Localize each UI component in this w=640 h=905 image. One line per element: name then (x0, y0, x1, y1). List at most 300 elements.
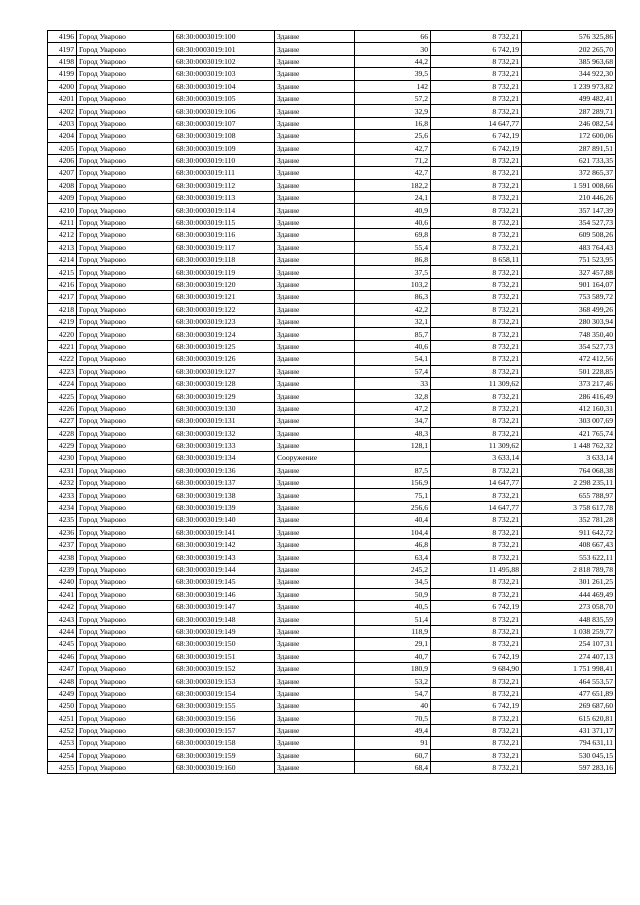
row-number: 4220 (48, 328, 77, 340)
table-row (48, 229, 616, 241)
row-number: 4223 (48, 365, 77, 377)
cadastral-number-cell: 68:30:0003019:117 (174, 241, 275, 253)
area-cell: 245,2 (355, 563, 431, 575)
object-type-cell: Здание (275, 600, 355, 612)
cadastral-number-cell: 68:30:0003019:102 (174, 55, 275, 67)
object-type-cell: Здание (275, 489, 355, 501)
row-number: 4252 (48, 724, 77, 736)
locality-cell: Город Уварово (77, 68, 174, 80)
locality-cell: Город Уварово (77, 167, 174, 179)
cadastral-number-cell: 68:30:0003019:111 (174, 167, 275, 179)
cadastral-value-cell: 477 651,89 (522, 687, 616, 699)
area-cell: 68,4 (355, 762, 431, 774)
cadastral-value-cell: 210 446,26 (522, 192, 616, 204)
unit-value-cell: 8 732,21 (431, 92, 522, 104)
area-cell: 55,4 (355, 241, 431, 253)
locality-cell: Город Уварово (77, 80, 174, 92)
locality-cell: Город Уварово (77, 43, 174, 55)
cadastral-value-cell: 483 764,43 (522, 241, 616, 253)
cadastral-value-cell: 576 325,86 (522, 31, 616, 43)
object-type-cell: Здание (275, 613, 355, 625)
locality-cell: Город Уварово (77, 55, 174, 67)
area-cell: 32,9 (355, 105, 431, 117)
table-row (48, 551, 616, 563)
cadastral-value-cell: 444 469,49 (522, 588, 616, 600)
row-number: 4203 (48, 117, 77, 129)
area-cell: 25,6 (355, 130, 431, 142)
object-type-cell: Здание (275, 241, 355, 253)
table-row (48, 31, 616, 43)
locality-cell: Город Уварово (77, 563, 174, 575)
area-cell: 75,1 (355, 489, 431, 501)
row-number: 4213 (48, 241, 77, 253)
row-number: 4196 (48, 31, 77, 43)
unit-value-cell: 6 742,19 (431, 43, 522, 55)
row-number: 4244 (48, 625, 77, 637)
cadastral-number-cell: 68:30:0003019:131 (174, 415, 275, 427)
locality-cell: Город Уварово (77, 179, 174, 191)
area-cell: 40,6 (355, 216, 431, 228)
locality-cell: Город Уварово (77, 241, 174, 253)
object-type-cell: Здание (275, 353, 355, 365)
row-number: 4235 (48, 514, 77, 526)
cadastral-value-cell: 269 687,60 (522, 700, 616, 712)
table-row (48, 340, 616, 352)
locality-cell: Город Уварово (77, 254, 174, 266)
cadastral-number-cell: 68:30:0003019:138 (174, 489, 275, 501)
object-type-cell: Здание (275, 192, 355, 204)
row-number: 4255 (48, 762, 77, 774)
object-type-cell: Здание (275, 303, 355, 315)
area-cell: 40,6 (355, 340, 431, 352)
cadastral-number-cell: 68:30:0003019:140 (174, 514, 275, 526)
unit-value-cell: 8 732,21 (431, 204, 522, 216)
locality-cell: Город Уварово (77, 452, 174, 464)
table-row (48, 539, 616, 551)
unit-value-cell: 8 732,21 (431, 749, 522, 761)
object-type-cell: Здание (275, 117, 355, 129)
object-type-cell: Здание (275, 105, 355, 117)
area-cell (355, 452, 431, 464)
row-number: 4207 (48, 167, 77, 179)
area-cell: 70,5 (355, 712, 431, 724)
table-row (48, 600, 616, 612)
table-row (48, 92, 616, 104)
cadastral-number-cell: 68:30:0003019:109 (174, 142, 275, 154)
object-type-cell: Здание (275, 92, 355, 104)
table-body (48, 31, 616, 774)
object-type-cell: Здание (275, 68, 355, 80)
locality-cell: Город Уварово (77, 328, 174, 340)
cadastral-number-cell: 68:30:0003019:136 (174, 464, 275, 476)
cadastral-value-cell: 748 350,40 (522, 328, 616, 340)
cadastral-value-cell: 412 160,31 (522, 402, 616, 414)
locality-cell: Город Уварово (77, 142, 174, 154)
locality-cell: Город Уварово (77, 526, 174, 538)
table-row (48, 80, 616, 92)
cadastral-value-cell: 1 239 973,82 (522, 80, 616, 92)
unit-value-cell: 8 732,21 (431, 154, 522, 166)
area-cell: 103,2 (355, 278, 431, 290)
table-row (48, 154, 616, 166)
area-cell: 54,1 (355, 353, 431, 365)
area-cell: 32,8 (355, 390, 431, 402)
unit-value-cell: 14 647,77 (431, 117, 522, 129)
cadastral-value-cell: 354 527,73 (522, 340, 616, 352)
locality-cell: Город Уварово (77, 216, 174, 228)
locality-cell: Город Уварово (77, 105, 174, 117)
locality-cell: Город Уварово (77, 439, 174, 451)
cadastral-number-cell: 68:30:0003019:127 (174, 365, 275, 377)
object-type-cell: Здание (275, 427, 355, 439)
unit-value-cell: 8 732,21 (431, 179, 522, 191)
cadastral-value-cell: 753 589,72 (522, 291, 616, 303)
object-type-cell: Здание (275, 625, 355, 637)
area-cell: 34,5 (355, 576, 431, 588)
cadastral-number-cell: 68:30:0003019:118 (174, 254, 275, 266)
unit-value-cell: 8 732,21 (431, 278, 522, 290)
object-type-cell: Здание (275, 55, 355, 67)
cadastral-value-cell: 254 107,31 (522, 638, 616, 650)
cadastral-value-cell: 372 865,37 (522, 167, 616, 179)
cadastral-value-cell: 530 045,15 (522, 749, 616, 761)
cadastral-value-cell: 2 818 789,78 (522, 563, 616, 575)
locality-cell: Город Уварово (77, 576, 174, 588)
object-type-cell: Здание (275, 204, 355, 216)
object-type-cell: Здание (275, 31, 355, 43)
row-number: 4224 (48, 377, 77, 389)
cadastral-value-cell: 764 068,38 (522, 464, 616, 476)
object-type-cell: Здание (275, 415, 355, 427)
locality-cell: Город Уварово (77, 278, 174, 290)
area-cell: 86,3 (355, 291, 431, 303)
locality-cell: Город Уварово (77, 737, 174, 749)
cadastral-number-cell: 68:30:0003019:134 (174, 452, 275, 464)
cadastral-value-cell: 273 058,70 (522, 600, 616, 612)
object-type-cell: Здание (275, 402, 355, 414)
cadastral-number-cell: 68:30:0003019:123 (174, 315, 275, 327)
area-cell: 87,5 (355, 464, 431, 476)
cadastral-number-cell: 68:30:0003019:151 (174, 650, 275, 662)
locality-cell: Город Уварово (77, 501, 174, 513)
object-type-cell: Здание (275, 340, 355, 352)
unit-value-cell: 8 732,21 (431, 55, 522, 67)
cadastral-number-cell: 68:30:0003019:113 (174, 192, 275, 204)
unit-value-cell: 14 647,77 (431, 501, 522, 513)
cadastral-number-cell: 68:30:0003019:116 (174, 229, 275, 241)
object-type-cell: Здание (275, 638, 355, 650)
row-number: 4234 (48, 501, 77, 513)
table-row (48, 353, 616, 365)
unit-value-cell: 6 742,19 (431, 650, 522, 662)
area-cell: 118,9 (355, 625, 431, 637)
unit-value-cell: 9 684,90 (431, 662, 522, 674)
area-cell: 49,4 (355, 724, 431, 736)
table-row (48, 192, 616, 204)
table-row (48, 737, 616, 749)
cadastral-value-cell: 472 412,56 (522, 353, 616, 365)
unit-value-cell: 11 495,88 (431, 563, 522, 575)
area-cell: 180,9 (355, 662, 431, 674)
cadastral-number-cell: 68:30:0003019:141 (174, 526, 275, 538)
object-type-cell: Здание (275, 501, 355, 513)
area-cell: 42,7 (355, 167, 431, 179)
table-row (48, 501, 616, 513)
object-type-cell: Здание (275, 551, 355, 563)
object-type-cell: Здание (275, 439, 355, 451)
cadastral-value-cell: 448 835,59 (522, 613, 616, 625)
unit-value-cell: 14 647,77 (431, 477, 522, 489)
cadastral-number-cell: 68:30:0003019:143 (174, 551, 275, 563)
row-number: 4253 (48, 737, 77, 749)
row-number: 4247 (48, 662, 77, 674)
locality-cell: Город Уварово (77, 464, 174, 476)
locality-cell: Город Уварово (77, 390, 174, 402)
locality-cell: Город Уварово (77, 340, 174, 352)
locality-cell: Город Уварово (77, 415, 174, 427)
row-number: 4227 (48, 415, 77, 427)
cadastral-number-cell: 68:30:0003019:155 (174, 700, 275, 712)
row-number: 4246 (48, 650, 77, 662)
cadastral-value-cell: 751 523,95 (522, 254, 616, 266)
locality-cell: Город Уварово (77, 687, 174, 699)
locality-cell: Город Уварово (77, 266, 174, 278)
unit-value-cell: 8 732,21 (431, 68, 522, 80)
object-type-cell: Здание (275, 179, 355, 191)
cadastral-number-cell: 68:30:0003019:146 (174, 588, 275, 600)
object-type-cell: Здание (275, 762, 355, 774)
object-type-cell: Здание (275, 749, 355, 761)
locality-cell: Город Уварово (77, 514, 174, 526)
cadastral-value-cell: 368 499,26 (522, 303, 616, 315)
locality-cell: Город Уварово (77, 130, 174, 142)
locality-cell: Город Уварово (77, 539, 174, 551)
cadastral-value-cell: 246 082,54 (522, 117, 616, 129)
cadastral-number-cell: 68:30:0003019:133 (174, 439, 275, 451)
row-number: 4250 (48, 700, 77, 712)
locality-cell: Город Уварово (77, 551, 174, 563)
cadastral-value-cell: 287 289,71 (522, 105, 616, 117)
row-number: 4209 (48, 192, 77, 204)
area-cell: 40,5 (355, 600, 431, 612)
unit-value-cell: 8 732,21 (431, 303, 522, 315)
object-type-cell: Здание (275, 167, 355, 179)
row-number: 4198 (48, 55, 77, 67)
unit-value-cell: 8 732,21 (431, 588, 522, 600)
table-row (48, 526, 616, 538)
table-row (48, 638, 616, 650)
unit-value-cell: 8 732,21 (431, 539, 522, 551)
table-row (48, 762, 616, 774)
unit-value-cell: 8 732,21 (431, 576, 522, 588)
cadastral-value-cell: 609 508,26 (522, 229, 616, 241)
cadastral-value-cell: 621 733,35 (522, 154, 616, 166)
area-cell: 156,9 (355, 477, 431, 489)
row-number: 4248 (48, 675, 77, 687)
object-type-cell: Здание (275, 377, 355, 389)
cadastral-number-cell: 68:30:0003019:122 (174, 303, 275, 315)
row-number: 4201 (48, 92, 77, 104)
cadastral-number-cell: 68:30:0003019:132 (174, 427, 275, 439)
area-cell: 66 (355, 31, 431, 43)
object-type-cell: Здание (275, 154, 355, 166)
cadastral-number-cell: 68:30:0003019:100 (174, 31, 275, 43)
object-type-cell: Здание (275, 514, 355, 526)
locality-cell: Город Уварово (77, 477, 174, 489)
table-row (48, 43, 616, 55)
unit-value-cell: 11 309,62 (431, 439, 522, 451)
table-row (48, 662, 616, 674)
cadastral-number-cell: 68:30:0003019:110 (174, 154, 275, 166)
cadastral-value-cell: 303 007,69 (522, 415, 616, 427)
cadastral-number-cell: 68:30:0003019:106 (174, 105, 275, 117)
cadastral-value-cell: 615 620,81 (522, 712, 616, 724)
table-row (48, 241, 616, 253)
cadastral-value-cell: 3 758 617,78 (522, 501, 616, 513)
table-row (48, 650, 616, 662)
cadastral-number-cell: 68:30:0003019:119 (174, 266, 275, 278)
area-cell: 69,8 (355, 229, 431, 241)
locality-cell: Город Уварово (77, 650, 174, 662)
cadastral-value-cell: 408 667,43 (522, 539, 616, 551)
area-cell: 24,1 (355, 192, 431, 204)
cadastral-number-cell: 68:30:0003019:114 (174, 204, 275, 216)
unit-value-cell: 8 732,21 (431, 638, 522, 650)
row-number: 4202 (48, 105, 77, 117)
object-type-cell: Здание (275, 588, 355, 600)
table-row (48, 514, 616, 526)
area-cell: 71,2 (355, 154, 431, 166)
row-number: 4243 (48, 613, 77, 625)
table-row (48, 303, 616, 315)
unit-value-cell: 8 732,21 (431, 675, 522, 687)
object-type-cell: Здание (275, 464, 355, 476)
table-row (48, 390, 616, 402)
cadastral-value-cell: 301 261,25 (522, 576, 616, 588)
area-cell: 40 (355, 700, 431, 712)
unit-value-cell: 8 732,21 (431, 464, 522, 476)
cadastral-value-cell: 1 591 008,66 (522, 179, 616, 191)
unit-value-cell: 8 732,21 (431, 315, 522, 327)
row-number: 4200 (48, 80, 77, 92)
row-number: 4254 (48, 749, 77, 761)
area-cell: 37,5 (355, 266, 431, 278)
table-row (48, 377, 616, 389)
object-type-cell: Здание (275, 477, 355, 489)
area-cell: 128,1 (355, 439, 431, 451)
cadastral-number-cell: 68:30:0003019:147 (174, 600, 275, 612)
unit-value-cell: 8 732,21 (431, 687, 522, 699)
locality-cell: Город Уварово (77, 229, 174, 241)
area-cell: 47,2 (355, 402, 431, 414)
table-row (48, 204, 616, 216)
area-cell: 42,2 (355, 303, 431, 315)
object-type-cell: Здание (275, 712, 355, 724)
table-row (48, 167, 616, 179)
object-type-cell: Здание (275, 662, 355, 674)
object-type-cell: Здание (275, 724, 355, 736)
cadastral-value-cell: 354 527,73 (522, 216, 616, 228)
object-type-cell: Здание (275, 526, 355, 538)
cadastral-number-cell: 68:30:0003019:126 (174, 353, 275, 365)
cadastral-value-cell: 499 482,41 (522, 92, 616, 104)
row-number: 4237 (48, 539, 77, 551)
unit-value-cell: 6 742,19 (431, 142, 522, 154)
unit-value-cell: 8 732,21 (431, 489, 522, 501)
table-row (48, 278, 616, 290)
table-row (48, 700, 616, 712)
unit-value-cell: 8 732,21 (431, 328, 522, 340)
row-number: 4216 (48, 278, 77, 290)
locality-cell: Город Уварово (77, 117, 174, 129)
locality-cell: Город Уварово (77, 204, 174, 216)
object-type-cell: Здание (275, 229, 355, 241)
cadastral-value-cell: 421 765,74 (522, 427, 616, 439)
locality-cell: Город Уварово (77, 31, 174, 43)
area-cell: 39,5 (355, 68, 431, 80)
table-row (48, 588, 616, 600)
row-number: 4205 (48, 142, 77, 154)
table-row (48, 291, 616, 303)
area-cell: 57,4 (355, 365, 431, 377)
cadastral-number-cell: 68:30:0003019:159 (174, 749, 275, 761)
cadastral-value-cell: 3 633,14 (522, 452, 616, 464)
cadastral-number-cell: 68:30:0003019:103 (174, 68, 275, 80)
unit-value-cell: 11 309,62 (431, 377, 522, 389)
area-cell: 104,4 (355, 526, 431, 538)
row-number: 4236 (48, 526, 77, 538)
area-cell: 86,8 (355, 254, 431, 266)
area-cell: 44,2 (355, 55, 431, 67)
area-cell: 48,3 (355, 427, 431, 439)
area-cell: 63,4 (355, 551, 431, 563)
locality-cell: Город Уварово (77, 613, 174, 625)
cadastral-value-cell: 373 217,46 (522, 377, 616, 389)
locality-cell: Город Уварово (77, 291, 174, 303)
cadastral-number-cell: 68:30:0003019:139 (174, 501, 275, 513)
table-row (48, 477, 616, 489)
unit-value-cell: 8 732,21 (431, 266, 522, 278)
object-type-cell: Здание (275, 80, 355, 92)
area-cell: 54,7 (355, 687, 431, 699)
cadastral-number-cell: 68:30:0003019:150 (174, 638, 275, 650)
unit-value-cell: 8 732,21 (431, 427, 522, 439)
row-number: 4204 (48, 130, 77, 142)
table-row (48, 117, 616, 129)
unit-value-cell: 8 732,21 (431, 105, 522, 117)
row-number: 4231 (48, 464, 77, 476)
locality-cell: Город Уварово (77, 92, 174, 104)
cadastral-value-cell: 357 147,39 (522, 204, 616, 216)
row-number: 4245 (48, 638, 77, 650)
area-cell: 16,8 (355, 117, 431, 129)
unit-value-cell: 8 732,21 (431, 415, 522, 427)
locality-cell: Город Уварово (77, 365, 174, 377)
area-cell: 40,4 (355, 514, 431, 526)
row-number: 4229 (48, 439, 77, 451)
object-type-cell: Здание (275, 650, 355, 662)
table-row (48, 315, 616, 327)
cadastral-value-cell: 911 642,72 (522, 526, 616, 538)
cadastral-value-cell: 287 891,51 (522, 142, 616, 154)
unit-value-cell: 8 732,21 (431, 241, 522, 253)
table-row (48, 724, 616, 736)
cadastral-number-cell: 68:30:0003019:121 (174, 291, 275, 303)
cadastral-value-cell: 344 922,30 (522, 68, 616, 80)
unit-value-cell: 8 732,21 (431, 340, 522, 352)
locality-cell: Город Уварово (77, 675, 174, 687)
cadastral-value-cell: 597 283,16 (522, 762, 616, 774)
